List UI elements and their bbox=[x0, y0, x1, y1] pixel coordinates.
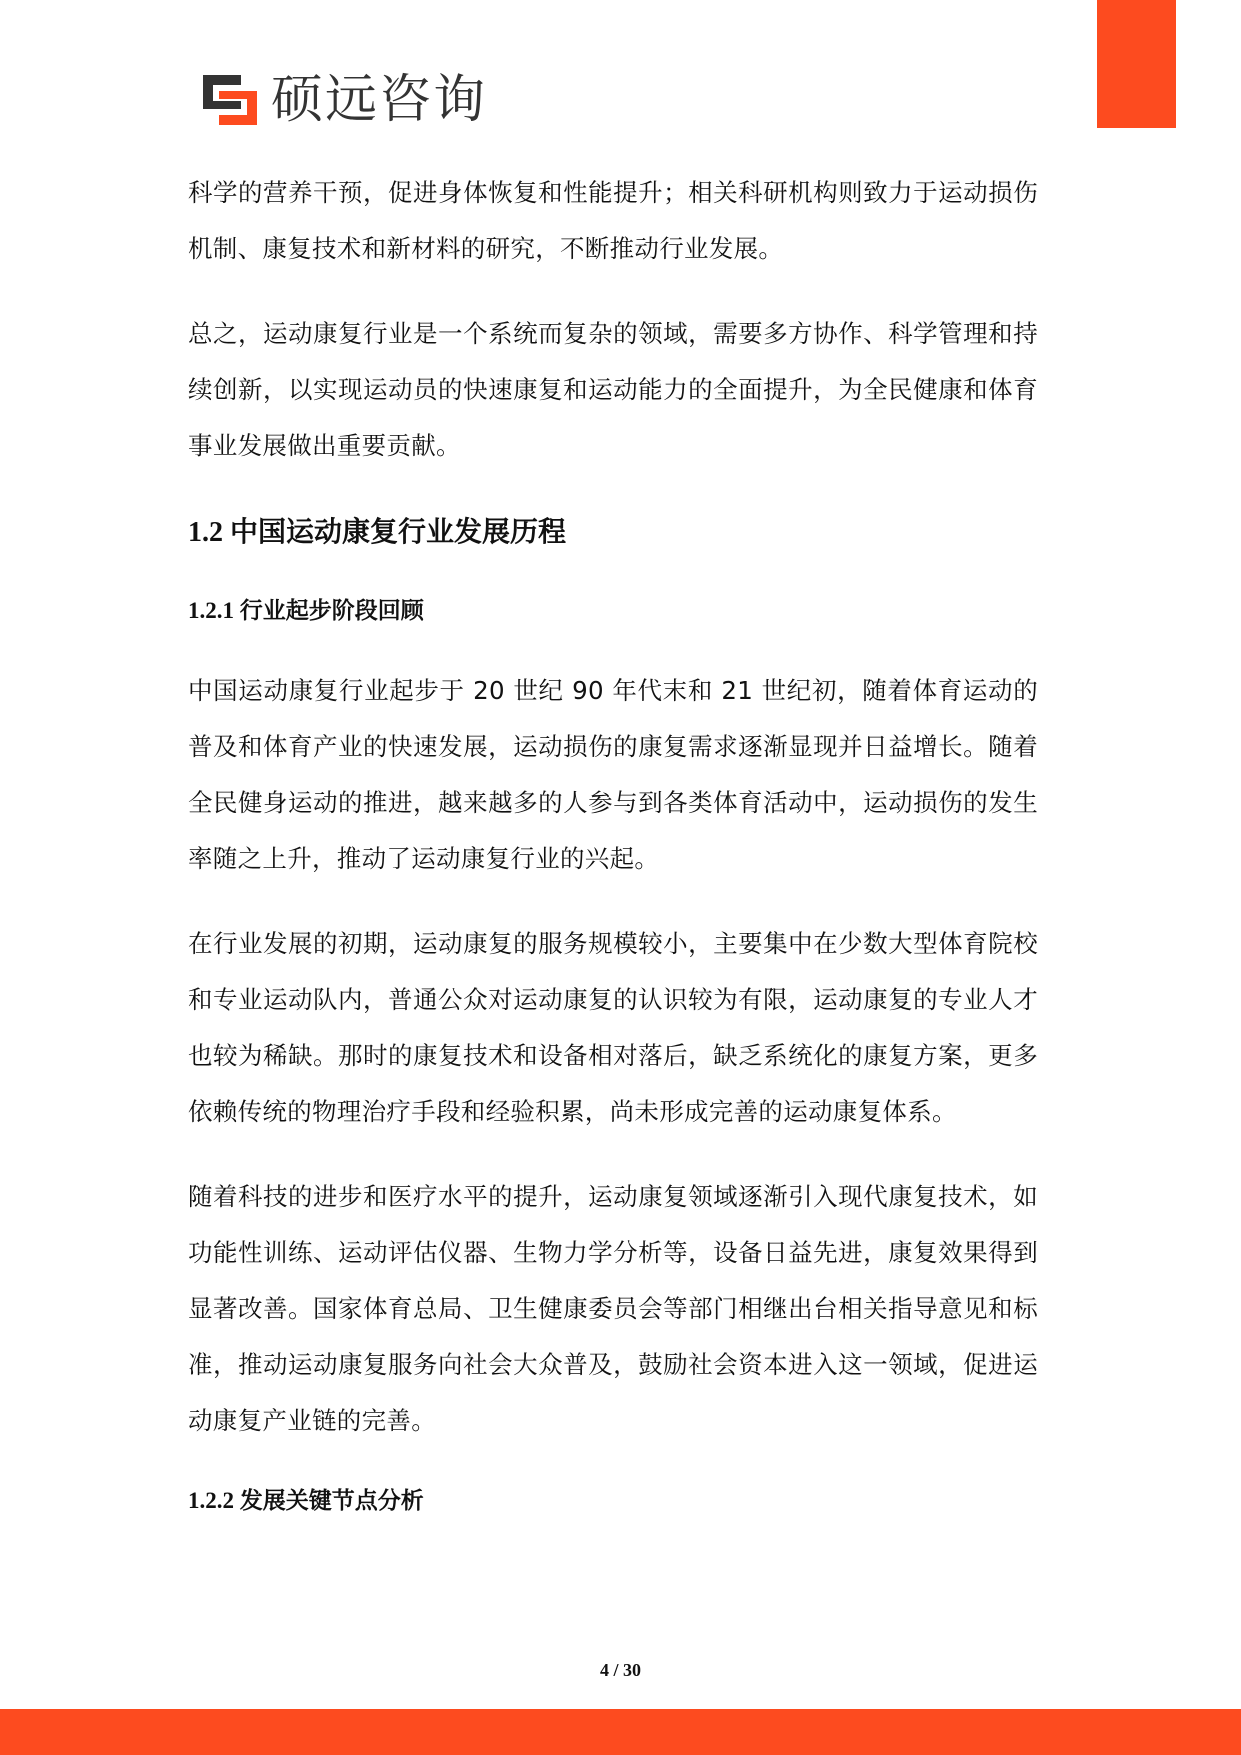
company-logo bbox=[201, 70, 487, 130]
logo-mark-icon bbox=[201, 73, 259, 127]
logo-text: 硕远咨询 bbox=[271, 70, 488, 130]
paragraph: 总之，运动康复行业是一个系统而复杂的领域，需要多方协作、科学管理和持续创新，以实现运动员的快速康复和运动能力的全面提升，为全民健康和体育事业发展做出重要贡献。 bbox=[188, 319, 1038, 460]
paragraph: 在行业发展的初期，运动康复的服务规模较小，主要集中在少数大型体育院校和专业运动队内，普通公众对运动康复的认识较为有限，运动康复的专业人才也较为稀缺。那时的康复技术和设备相对落后，缺乏系统化的康复方案，更多依赖传统的物理治疗手段和经验积累，尚未形成完善的运动康复体系。 bbox=[188, 929, 1038, 1126]
subsection-heading bbox=[188, 583, 1038, 639]
page-number: 4 / 30 bbox=[599, 1660, 641, 1680]
document-body bbox=[188, 165, 1038, 1529]
section-heading bbox=[188, 504, 1038, 561]
subsection-number: 1.2.2 bbox=[188, 1488, 234, 1513]
corner-accent-block bbox=[1097, 0, 1176, 128]
subsection-heading bbox=[188, 1473, 1038, 1529]
footer-accent-band bbox=[0, 1709, 1241, 1755]
paragraph: 随着科技的进步和医疗水平的提升，运动康复领域逐渐引入现代康复技术，如功能性训练、运动评估仪器、生物力学分析等，设备日益先进，康复效果得到显著改善。国家体育总局、卫生健康委员会等部门相继出台相关指导意见和标准，推动运动康复服务向社会大众普及，鼓励社会资本进入这一领域，促进运动康复产业链的完善。 bbox=[188, 1182, 1038, 1435]
subsection-title: 发展关键节点分析 bbox=[239, 1488, 424, 1514]
section-number: 1.2 bbox=[188, 517, 223, 548]
paragraph: 科学的营养干预，促进身体恢复和性能提升；相关科研机构则致力于运动损伤机制、康复技术和新材料的研究，不断推动行业发展。 bbox=[188, 178, 1038, 263]
section-title: 中国运动康复行业发展历程 bbox=[230, 515, 567, 548]
subsection-number: 1.2.1 bbox=[188, 598, 234, 623]
paragraph: 中国运动康复行业起步于 20 世纪 90 年代末和 21 世纪初，随着体育运动的普及和体育产业的快速发展，运动损伤的康复需求逐渐显现并日益增长。随着全民健身运动的推进，越来越多的人参与到各类体育活动中，运动损伤的发生率随之上升，推动了运动康复行业的兴起。 bbox=[188, 676, 1038, 873]
subsection-title: 行业起步阶段回顾 bbox=[239, 598, 424, 624]
